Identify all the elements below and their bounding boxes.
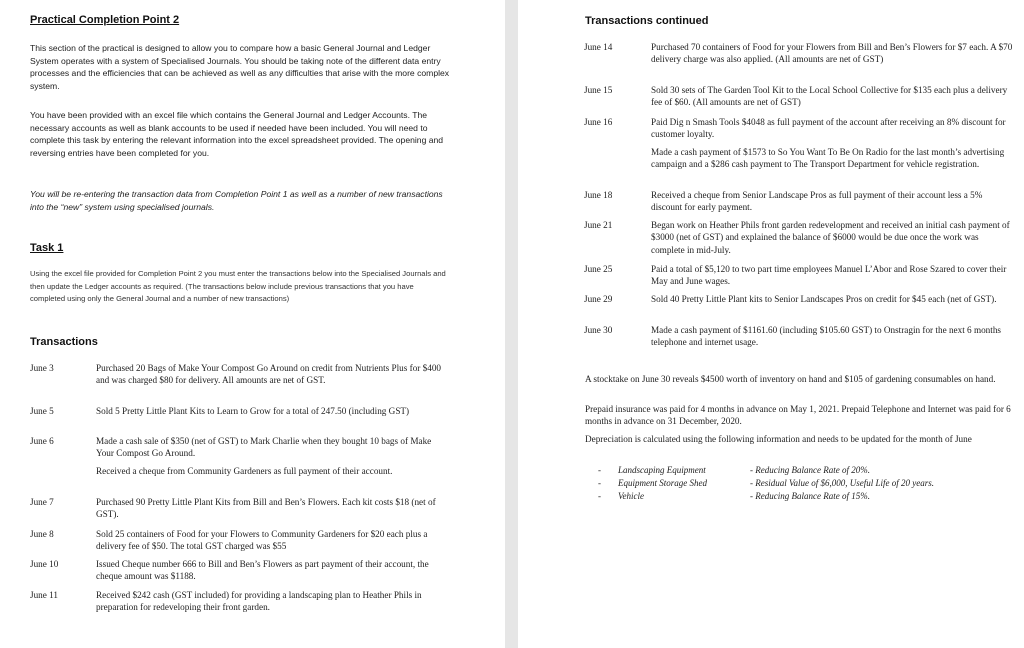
document-page-right xyxy=(518,0,1024,648)
intro-paragraph-3: You will be re-entering the transaction data from Completion Point 1 as well as a number of new transactions into the “new” system using specialised journals. xyxy=(30,189,443,212)
task-title: Task 1 xyxy=(30,242,64,254)
page-title: Practical Completion Point 2 xyxy=(30,14,180,26)
transaction-date: June 25 xyxy=(584,264,613,274)
transaction-date: June 7 xyxy=(30,497,54,507)
transaction-description: Made a cash payment of $1573 to So You Want To Be On Radio for the last month’s advertising campaign and a $286 cash payment to The Transport Department for vehicle registration. xyxy=(651,147,1005,170)
task-instructions: Using the excel file provided for Completion Point 2 you must enter the transactions below into the Specialised Journals and then update the Ledger accounts as required. (The transactions below include previous transactions that you have completed using only the General Journal and a number of new transactions) xyxy=(30,269,446,303)
document-page-left xyxy=(0,0,505,648)
transaction-description: Paid Dig n Smash Tools $4048 as full payment of the account after receiving an 8% discount for customer loyalty. xyxy=(651,117,1006,140)
transaction-description: Received $242 cash (GST included) for providing a landscaping plan to Heather Phils in preparation for redeveloping their front garden. xyxy=(96,590,422,613)
transaction-date: June 16 xyxy=(584,117,613,127)
transaction-date: June 21 xyxy=(584,220,613,230)
transaction-description: Purchased 20 Bags of Make Your Compost Go Around on credit from Nutrients Plus for $400 and was charged $80 for delivery. All amounts are net of GST. xyxy=(96,363,442,386)
transaction-description: Purchased 90 Pretty Little Plant Kits from Bill and Ben’s Flowers. Each kit costs $18 (net of GST). xyxy=(96,497,436,520)
depreciation-detail: - Residual Value of $6,000, Useful Life of 20 years. xyxy=(750,478,934,488)
transaction-date: June 10 xyxy=(30,559,59,569)
transaction-date: June 30 xyxy=(584,325,613,335)
transaction-description: Made a cash payment of $1161.60 (including $105.60 GST) to Onstragin for the next 6 months telephone and internet usage. xyxy=(651,325,1001,348)
transaction-description: Began work on Heather Phils front garden redevelopment and received an initial cash payment of $3000 (net of GST) and explained the balance of $6000 would be due once the work was complete in mid-July. xyxy=(651,220,1010,255)
transaction-description: Received a cheque from Senior Landscape Pros as full payment of their account less a 5% discount for early payment. xyxy=(651,190,983,213)
transaction-date: June 11 xyxy=(30,590,58,600)
transaction-description: Issued Cheque number 666 to Bill and Ben’s Flowers as part payment of their account, the cheque amount was $1188. xyxy=(96,559,429,582)
depreciation-bullet: - xyxy=(598,478,601,488)
transaction-date: June 5 xyxy=(30,406,54,416)
depreciation-asset: Vehicle xyxy=(618,491,644,501)
intro-paragraph-1: This section of the practical is designed to allow you to compare how a basic General Journal and Ledger System operates with a system of Specialised Journals. You should be taking note of the different data entry processes and the efficiencies that can be achieved as well as any difficulties that arise with the more complex system. xyxy=(30,43,450,91)
transaction-date: June 15 xyxy=(584,85,613,95)
transaction-description: Sold 30 sets of The Garden Tool Kit to the Local School Collective for $135 each plus a delivery fee of $60. (All amounts are net of GST) xyxy=(651,85,1008,108)
transaction-date: June 8 xyxy=(30,529,54,539)
depreciation-asset: Equipment Storage Shed xyxy=(618,478,707,488)
depreciation-detail: - Reducing Balance Rate of 20%. xyxy=(750,465,870,475)
transaction-date: June 14 xyxy=(584,42,613,52)
transaction-description: Sold 40 Pretty Little Plant kits to Senior Landscapes Pros on credit for $45 each (net of GST). xyxy=(651,294,997,304)
transaction-date: June 29 xyxy=(584,294,613,304)
transaction-description: Purchased 70 containers of Food for your Flowers from Bill and Ben’s Flowers for $7 each. A $70 delivery charge was also applied. (All amounts are net of GST) xyxy=(651,42,1013,65)
transactions-title: Transactions xyxy=(30,336,98,348)
depreciation-asset: Landscaping Equipment xyxy=(618,465,706,475)
depreciation-bullet: - xyxy=(598,465,601,475)
insurance-note: Prepaid insurance was paid for 4 months in advance on May 1, 2021. Prepaid Telephone and Internet was paid for 6 months in advance on 31 December, 2020. xyxy=(585,404,1011,427)
transactions-continued-title: Transactions continued xyxy=(585,15,709,27)
transaction-date: June 3 xyxy=(30,363,54,373)
transaction-description: Sold 5 Pretty Little Plant Kits to Learn to Grow for a total of 247.50 (including GST) xyxy=(96,406,410,416)
depreciation-note: Depreciation is calculated using the following information and needs to be updated for the month of June xyxy=(585,434,972,444)
transaction-date: June 6 xyxy=(30,436,54,446)
transaction-description: Made a cash sale of $350 (net of GST) to Mark Charlie when they bought 10 bags of Make Your Compost Go Around. xyxy=(96,436,432,459)
transaction-date: June 18 xyxy=(584,190,613,200)
stocktake-note: A stocktake on June 30 reveals $4500 worth of inventory on hand and $105 of gardening consumables on hand. xyxy=(585,374,996,384)
transaction-description: Paid a total of $5,120 to two part time employees Manuel L’Abor and Rose Szared to cover their May and June wages. xyxy=(651,264,1007,287)
depreciation-detail: - Reducing Balance Rate of 15%. xyxy=(750,491,870,501)
transaction-description: Sold 25 containers of Food for your Flowers to Community Gardeners for $20 each plus a delivery fee of $50. The total GST charged was $55 xyxy=(96,529,428,552)
intro-paragraph-2: You have been provided with an excel file which contains the General Journal and Ledger Accounts. The necessary accounts as well as blank accounts to be used if needed have been included. You will need to complete this task by entering the relevant information into the excel spreadsheet provided. The opening and reversing entries have been completed for you. xyxy=(30,110,444,158)
depreciation-bullet: - xyxy=(598,491,601,501)
transaction-description: Received a cheque from Community Gardeners as full payment of their account. xyxy=(96,466,393,476)
